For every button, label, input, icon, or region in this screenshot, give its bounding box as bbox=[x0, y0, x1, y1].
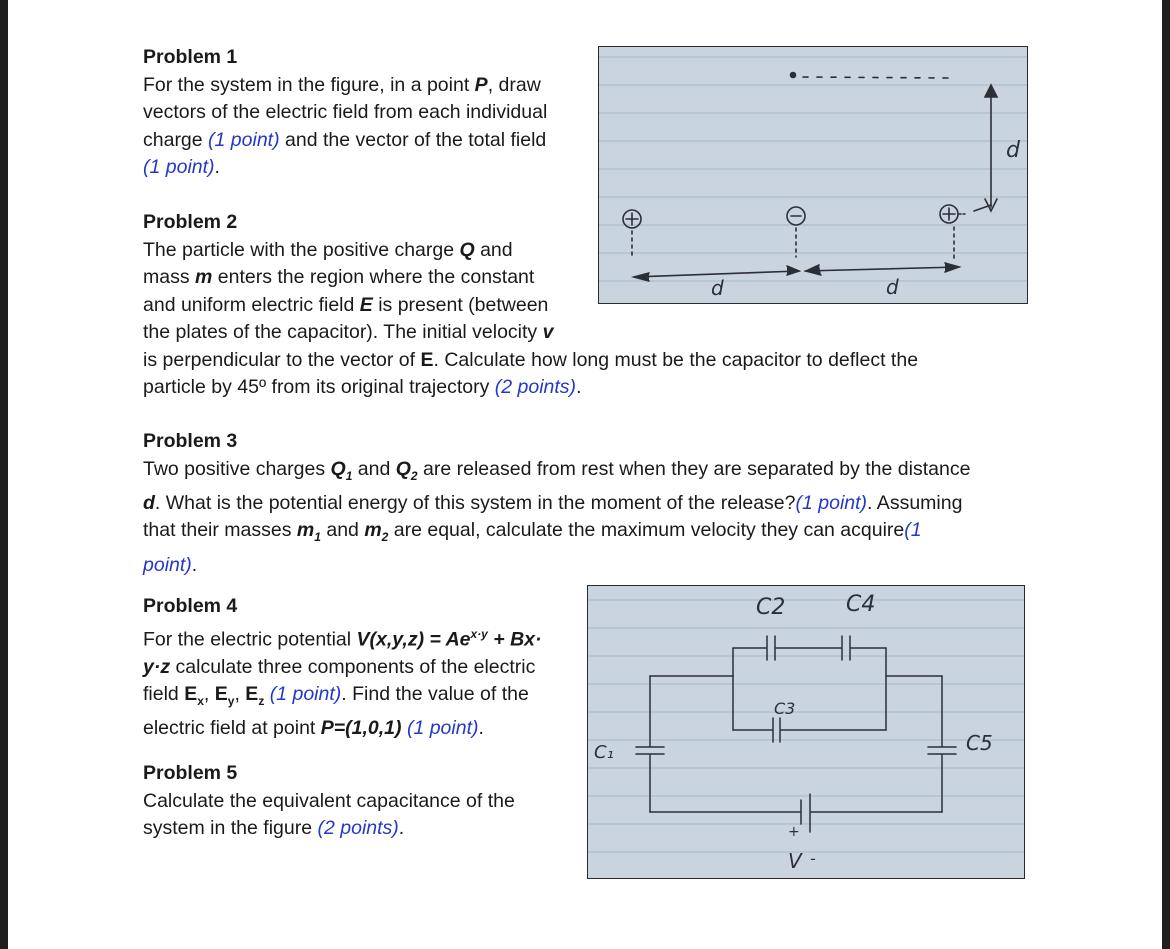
problem-5-text: Calculate the equivalent capacitance of the system in the figure (2 points). bbox=[143, 789, 515, 839]
problem-2-title: Problem 2 bbox=[143, 211, 238, 233]
problem-3-text: Two positive charges $Q_1$ and $Q_2$ are released from rest when they are separated by the distance d. What is the potential energy of this system in the moment of the release?(1 point). Assuming that their masses $m_1$ and $m_2$ are equal, calculate the maximum velocity they can acquire(1 point). bbox=[143, 457, 971, 576]
problem-4-text: For the electric potential $V(x,y,z) = Ae^{x\cdot y} + Bx\cdot$ y·z calculate three components of the electric field $E_x$, $E_y$, $E_z$ (1 point). Find the value of the electric field at point P=(1,0,1) (1 point). bbox=[143, 626, 542, 740]
problem-3 bbox=[143, 428, 1043, 579]
problem-5-title: Problem 5 bbox=[143, 762, 238, 784]
problem-5 bbox=[143, 760, 583, 843]
right-border bbox=[1162, 0, 1170, 949]
problem-4 bbox=[143, 593, 583, 743]
problem-1-text: For the system in the figure, in a point P, draw vectors of the electric field from each individual charge (1 point) and the vector of the total field (1 point). bbox=[143, 73, 548, 178]
arrow-up-icon bbox=[985, 85, 997, 97]
problem-1-title: Problem 1 bbox=[143, 46, 238, 68]
dimension-line-right bbox=[805, 267, 959, 271]
problem-1 bbox=[143, 44, 583, 182]
label-battery-plus: + bbox=[788, 824, 800, 840]
ruled-lines bbox=[599, 57, 1027, 281]
label-c1: C₁ bbox=[594, 742, 614, 763]
label-d-left: d bbox=[711, 276, 724, 300]
point-p-dot bbox=[791, 73, 796, 78]
label-d-vertical: d bbox=[1006, 138, 1020, 163]
ruled-lines bbox=[588, 600, 1024, 852]
dashed-line bbox=[803, 77, 949, 78]
problem-2-text: The particle with the positive charge Q and mass m enters the region where the constant and uniform electric field E is present (between the plates of the capacitor). The initial velocity v is perpendicular to the vector of E. Calculate how long must be the capacitor to deflect the particle by 45º from its original trajectory (2 points). bbox=[143, 238, 919, 398]
label-voltage: V bbox=[788, 849, 802, 873]
capacitor-circuit-figure bbox=[587, 585, 1025, 879]
problem-3-title: Problem 3 bbox=[143, 430, 238, 452]
left-border bbox=[0, 0, 8, 949]
label-d-right: d bbox=[886, 275, 899, 299]
label-c4: C4 bbox=[846, 592, 876, 617]
problem-4-title: Problem 4 bbox=[143, 595, 238, 617]
label-c2: C2 bbox=[756, 595, 786, 620]
charges-figure bbox=[598, 46, 1028, 304]
label-c5: C5 bbox=[966, 731, 993, 755]
label-battery-minus: - bbox=[810, 849, 816, 868]
label-c3: C3 bbox=[774, 699, 796, 718]
